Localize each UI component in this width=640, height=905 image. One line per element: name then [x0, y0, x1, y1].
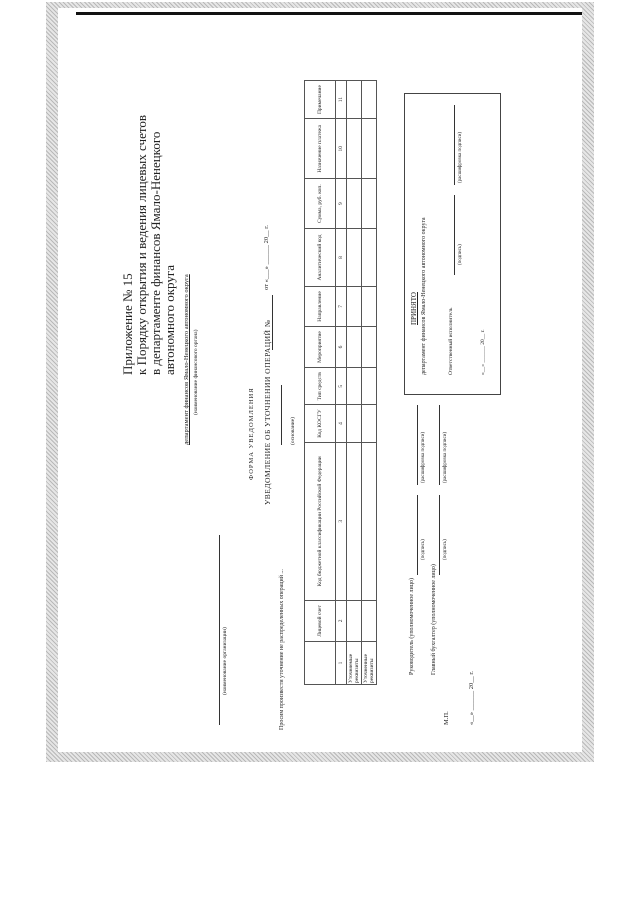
column-number: 8 — [336, 228, 347, 286]
column-number: 3 — [336, 442, 347, 600]
row-label: Уточненные реквизиты — [362, 642, 377, 685]
executor-decode-line — [454, 105, 455, 185]
stamp-label: М.П. — [443, 711, 450, 725]
table-number-row — [336, 81, 347, 685]
appendix-line: в департаменте финансов Ямало-Ненецкого — [148, 131, 163, 375]
notice-number-line — [264, 295, 273, 350]
accountant-decode-line — [439, 405, 440, 485]
accountant-sign-line — [439, 495, 440, 575]
reason-text: Просим произвести уточнение не распределенных операций ... — [279, 569, 285, 730]
table-header-cell — [305, 642, 336, 685]
table-header-cell: Направление — [305, 287, 336, 327]
row-label: Уточняемые реквизиты — [347, 642, 362, 685]
table-header-cell: Примечание — [305, 81, 336, 119]
table-header-cell: Код бюджетной классификации Российской Федерации — [305, 442, 336, 600]
head-decode-caption: (расшифровка подписи) — [421, 431, 426, 483]
head-decode-line — [417, 405, 418, 485]
appendix-line: к Порядку открытия и ведения лицевых счетов — [134, 114, 149, 375]
column-number: 1 — [336, 642, 347, 685]
column-number: 7 — [336, 287, 347, 327]
table-header-cell: Мероприятие — [305, 326, 336, 367]
scanned-page — [58, 8, 582, 752]
table-header-cell: Назначение платежа — [305, 119, 336, 179]
column-number: 5 — [336, 368, 347, 405]
agency-name: департамент финансов Ямало-Ненецкого автономного округа — [183, 274, 190, 445]
table-row — [362, 81, 377, 685]
column-number: 9 — [336, 179, 347, 229]
org-caption: (наименование организации) — [222, 627, 228, 695]
notice-title: УВЕДОМЛЕНИЕ ОБ УТОЧНЕНИИ ОПЕРАЦИЙ № — [263, 319, 272, 505]
column-number: 2 — [336, 600, 347, 641]
reason-caption: (основание) — [290, 417, 296, 445]
executor-sign-line — [454, 195, 455, 275]
accountant-signature-title: Главный бухгалтер (уполномоченное лицо) — [431, 564, 437, 675]
head-sign-caption: (подпись) — [421, 539, 426, 560]
accepted-title: ПРИНЯТО — [410, 292, 418, 325]
agency-caption: (наименование финансового органа) — [193, 329, 199, 415]
table-row — [347, 81, 362, 685]
column-number: 6 — [336, 326, 347, 367]
appendix-number: Приложение № 15 — [120, 273, 135, 375]
head-sign-line — [417, 495, 418, 575]
scanned-page-frame — [46, 2, 594, 762]
accountant-decode-caption: (расшифровка подписи) — [443, 431, 448, 483]
accepted-dept: департамент финансов Ямало-Ненецкого автономного округа — [421, 217, 427, 375]
signature-date: «__» ______ 20__ г. — [468, 671, 475, 725]
column-number: 4 — [336, 405, 347, 442]
appendix-line: автономного округа — [162, 265, 177, 375]
accepted-date: «__» ______ 20__ г. — [480, 329, 486, 375]
notice-date: от «___» ______ 20__ г. — [263, 225, 270, 290]
table-header-cell: Аналитический код — [305, 228, 336, 286]
operations-table — [304, 80, 377, 685]
head-signature-title: Руководитель (уполномоченное лицо) — [409, 578, 415, 675]
column-number: 10 — [336, 119, 347, 179]
form-title: ФОРМА УВЕДОМЛЕНИЯ — [248, 387, 255, 480]
column-number: 11 — [336, 81, 347, 119]
table-header-cell: Тип средств — [305, 368, 336, 405]
executor-title: Ответственный исполнитель — [448, 307, 454, 375]
appendix-header — [121, 115, 177, 375]
table-header-cell: Сумма, руб. коп. — [305, 179, 336, 229]
accountant-sign-caption: (подпись) — [443, 539, 448, 560]
rotated-form-content — [59, 15, 579, 745]
executor-decode-caption: (расшифровка подписи) — [458, 131, 463, 183]
executor-sign-caption: (подпись) — [458, 244, 463, 265]
reason-line — [281, 385, 282, 445]
table-header-cell: Лицевой счет — [305, 600, 336, 641]
org-name-line — [219, 535, 220, 725]
table-header-cell: Код КОСГУ — [305, 405, 336, 442]
table-header-row — [305, 81, 336, 685]
